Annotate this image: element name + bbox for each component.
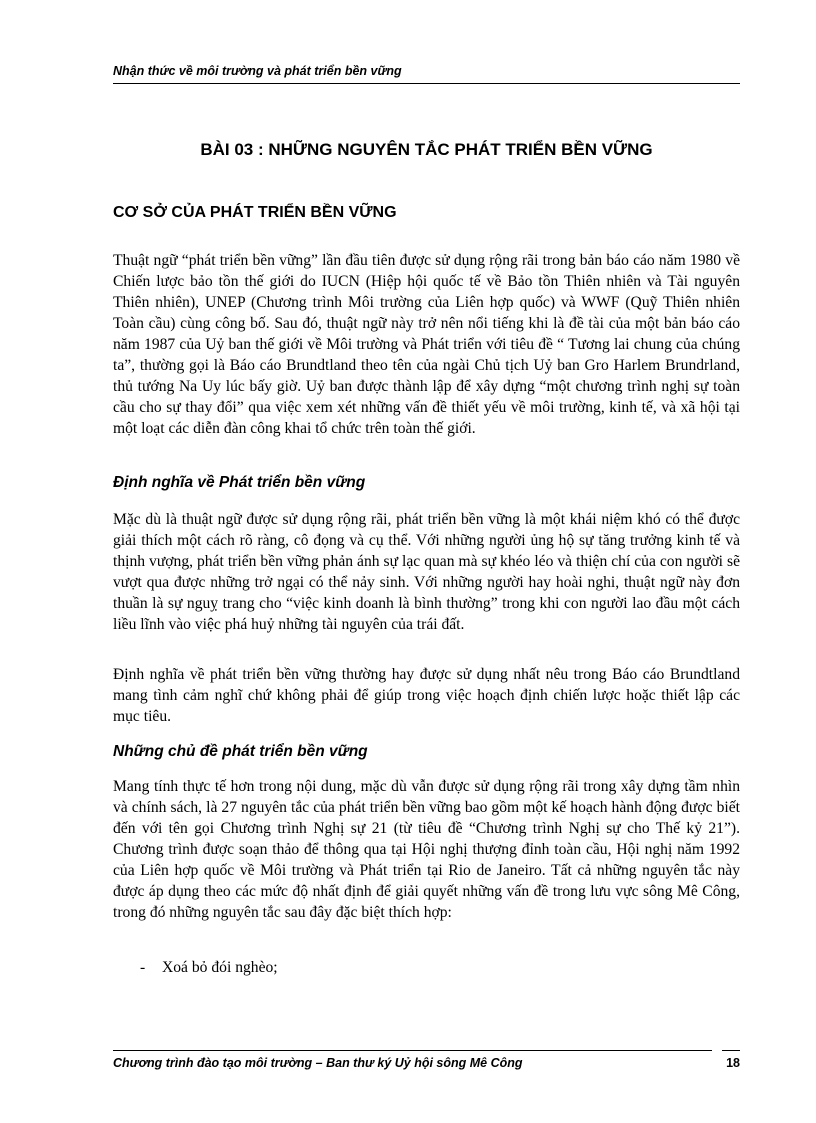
bullet-marker: - bbox=[140, 959, 146, 976]
section-heading: CƠ SỞ CỦA PHÁT TRIỂN BỀN VỮNG bbox=[113, 204, 397, 221]
intro-paragraph: Thuật ngữ “phát triển bền vững” lần đầu tiên được sử dụng rộng rãi trong bản báo cáo năm 1980 về Chiến lược bảo tồn thế giới do IUCN (Hiệp hội quốc tế về Bảo tồn Thiên nhiên và Tài nguyên Thiên nhiên), UNEP (Chương trình Môi trường của Liên hợp quốc) và WWF (Quỹ Thiên nhiên Toàn cầu) cùng công bố. Sau đó, thuật ngữ này trở nên nổi tiếng khi là đề tài của một bản báo cáo năm 1987 của Uỷ ban thế giới về Môi trường và Phát triển với tiêu đề “ Tương lai chung của chúng ta”, thường gọi là Báo cáo Brundtland theo tên của ngài Chủ tịch Uỷ ban Gro Harlem Brundrland, thủ tướng Na Uy lúc bấy giờ. Uỷ ban được thành lập để xây dựng “một chương trình nghị sự toàn cầu cho sự thay đổi” qua việc xem xét những vấn đề thiết yếu về môi trường, kinh tế, và xã hội tại một loạt các diễn đàn công khai tổ chức trên toàn thế giới. bbox=[113, 252, 740, 437]
themes-heading: Những chủ đề phát triển bền vững bbox=[113, 743, 368, 760]
bullet-text: Xoá bỏ đói nghèo; bbox=[162, 959, 278, 976]
footer-divider-page bbox=[722, 1050, 740, 1051]
definition-heading: Định nghĩa về Phát triển bền vững bbox=[113, 474, 366, 491]
header-divider bbox=[113, 83, 740, 84]
definition-paragraph-1: Mặc dù là thuật ngữ được sử dụng rộng rãi, phát triển bền vững là một khái niệm khó có thể được giải thích một cách rõ ràng, cô đọng và cụ thể. Với những người ủng hộ sự tăng trưởng kinh tế và thịnh vượng, phát triển bền vững phản ánh sự lạc quan mà sự khéo léo và thiện chí của con người sẽ vượt qua được những trở ngại có thể nảy sinh. Với những người hay hoài nghi, thuật ngữ này đơn thuần là sự nguỵ trang cho “việc kinh doanh là bình thường” trong khi con người lao đầu một cách liều lĩnh vào việc phá huỷ những tài nguyên của trái đất. bbox=[113, 511, 740, 633]
footer-text: Chương trình đào tạo môi trường – Ban thư ký Uỷ hội sông Mê Công bbox=[113, 1056, 523, 1070]
bullet-item bbox=[140, 957, 740, 978]
themes-paragraph: Mang tính thực tế hơn trong nội dung, mặc dù vẫn được sử dụng rộng rãi trong xây dựng tầm nhìn và chính sách, là 27 nguyên tắc của phát triển bền vững bao gồm một kế hoạch hành động được biết đến với tên gọi Chương trình Nghị sự 21 (từ tiêu đề “Chương trình Nghị sự cho Thế kỷ 21”). Chương trình được soạn thảo để thông qua tại Hội nghị thượng đỉnh toàn cầu, Hội nghị năm 1992 của Liên hợp quốc về Môi trường và Phát triển tại Rio de Janeiro. Tất cả những nguyên tắc này được áp dụng theo các mức độ nhất định để giải quyết những vấn đề trong lưu vực sông Mê Công, trong đó những nguyên tắc sau đây đặc biệt thích hợp: bbox=[113, 778, 740, 921]
lesson-title: BÀI 03 : NHỮNG NGUYÊN TẮC PHÁT TRIỂN BỀN VỮNG bbox=[200, 140, 653, 159]
definition-paragraph-2: Định nghĩa về phát triển bền vững thường hay được sử dụng nhất nêu trong Báo cáo Brundtland mang tình cảm nghĩ chứ không phải để giúp trong việc hoạch định chiến lược hoặc thiết lập các mục tiêu. bbox=[113, 666, 740, 725]
footer-divider bbox=[113, 1050, 712, 1051]
page-number: 18 bbox=[726, 1056, 740, 1070]
running-header: Nhận thức về môi trường và phát triển bền vững bbox=[113, 64, 402, 78]
